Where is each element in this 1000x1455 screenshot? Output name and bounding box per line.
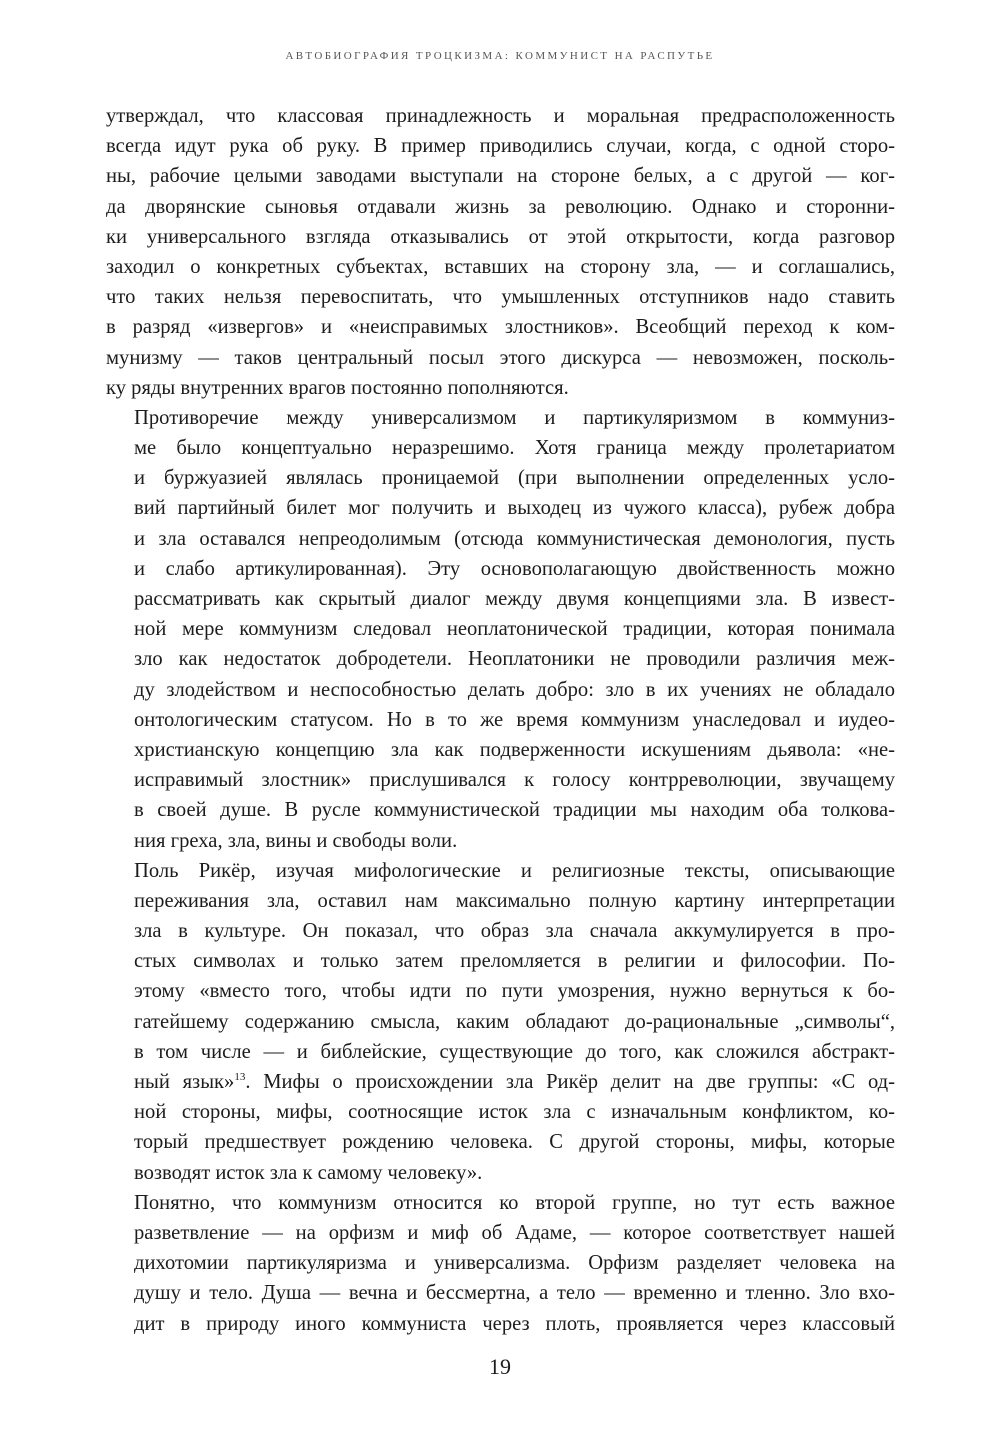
text-line: да дворянские сыновья отдавали жизнь за революцию. Однако и сторонни- <box>106 195 895 218</box>
text-line: дит в природу иного коммуниста через плоть, проявляется через классовый <box>134 1312 895 1335</box>
running-header: АВТОБИОГРАФИЯ ТРОЦКИЗМА: КОММУНИСТ НА РАСПУТЬЕ <box>285 50 715 62</box>
text-line-with-footnote <box>106 1067 895 1097</box>
text-fragment: ный язык» <box>134 1071 235 1093</box>
text-line: ме было концептуально неразрешимо. Хотя граница между пролетариатом <box>134 437 895 460</box>
text-line: стых символах и только затем преломляется в религии и философии. По- <box>134 950 895 973</box>
text-line: торый предшествует рождению человека. С другой стороны, мифы, которые <box>134 1131 895 1154</box>
text-line: дихотомии партикуляризма и универсализма. Орфизм разделяет человека на <box>134 1252 895 1275</box>
text-line: зла в культуре. Он показал, что образ зла сначала аккумулируется в про- <box>134 920 895 943</box>
text-line: онтологическим статусом. Но в то же время коммунизм унаследовал и иудео- <box>134 708 895 731</box>
text-line: исправимый злостник» прислушивался к голосу контрреволюции, звучащему <box>134 769 895 792</box>
text-line: и слабо артикулированная). Эту основополагающую двойственность можно <box>134 557 895 580</box>
text-line: Поль Рикёр, изучая мифологические и религиозные тексты, описывающие <box>134 859 895 882</box>
body-text <box>106 101 895 1339</box>
text-line: в своей душе. В русле коммунистической традиции мы находим оба толкова- <box>134 799 895 822</box>
text-line: зло как недостаток добродетели. Неоплатоники не проводили различия меж- <box>134 648 895 671</box>
text-line: этому «вместо того, чтобы идти по пути умозрения, нужно вернуться к бо- <box>134 980 895 1003</box>
paragraph-3 <box>106 856 895 1188</box>
text-line: мунизму — таков центральный посыл этого дискурса — невозможен, посколь- <box>106 346 895 369</box>
text-line: и буржуазией являлась проницаемой (при выполнении определенных усло- <box>134 467 895 490</box>
text-line: переживания зла, оставил нам максимально полную картину интерпретации <box>134 889 895 912</box>
text-line: рассматривать как скрытый диалог между двумя концепциями зла. В извест- <box>134 588 895 610</box>
text-line: гатейшему содержанию смысла, каким обладают до-рациональные „символы“, <box>134 1010 895 1033</box>
text-line: Понятно, что коммунизм относится ко второй группе, но тут есть важное <box>134 1191 895 1214</box>
text-line: Противоречие между универсализмом и партикуляризмом в коммуниз- <box>134 406 895 429</box>
text-line: ния греха, зла, вины и свободы воли. <box>134 829 458 852</box>
text-line: ной мере коммунизм следовал неоплатонической традиции, которая понимала <box>134 618 895 641</box>
paragraph-4 <box>106 1188 895 1339</box>
text-line: христианскую концепцию зла как подверженности искушениям дьявола: «не- <box>134 738 895 761</box>
paragraph-2 <box>106 403 895 856</box>
paragraph-1 <box>106 101 895 403</box>
text-line: ной стороны, мифы, соотносящие исток зла с изначальным конфликтом, ко- <box>134 1101 895 1124</box>
text-line: всегда идут рука об руку. В пример приводились случаи, когда, с одной сторо- <box>106 135 895 158</box>
text-fragment: . Мифы о происхождении зла Рикёр делит на две группы: «С од- <box>245 1071 895 1093</box>
text-line: заходил о конкретных субъектах, вставших на сторону зла, — и соглашались, <box>106 255 895 278</box>
text-line: разветвление — на орфизм и миф об Адаме, — которое соответствует нашей <box>134 1221 895 1244</box>
text-line: ны, рабочие целыми заводами выступали на стороне белых, а с другой — ког- <box>106 165 895 188</box>
text-line: что таких нельзя перевоспитать, что умышленных отступников надо ставить <box>106 286 895 309</box>
text-line: вий партийный билет мог получить и выходец из чужого класса), рубеж добра <box>134 497 895 520</box>
text-line: утверждал, что классовая принадлежность и моральная предрасположенность <box>106 105 895 127</box>
text-line: возводят исток зла к самому человеку». <box>134 1161 483 1184</box>
text-line: в разряд «извергов» и «неисправимых злостников». Всеобщий переход к ком- <box>106 316 895 339</box>
text-line: ки универсального взгляда отказывались от этой открытости, когда разговор <box>106 225 895 248</box>
text-line: душу и тело. Душа — вечна и бессмертна, а тело — временно и тленно. Зло вхо- <box>134 1282 895 1305</box>
text-line: в том числе — и библейские, существующие до того, как сложился абстракт- <box>134 1040 895 1063</box>
text-line: ду злодейством и неспособностью делать добро: зло в их учениях не обладало <box>134 678 895 701</box>
text-line: ку ряды внутренних врагов постоянно пополняются. <box>106 376 569 399</box>
page-number: 19 <box>489 1354 511 1379</box>
footnote-reference[interactable]: 13 <box>234 1071 246 1084</box>
text-line: и зла оставался непреодолимым (отсюда коммунистическая демонология, пусть <box>134 527 895 550</box>
